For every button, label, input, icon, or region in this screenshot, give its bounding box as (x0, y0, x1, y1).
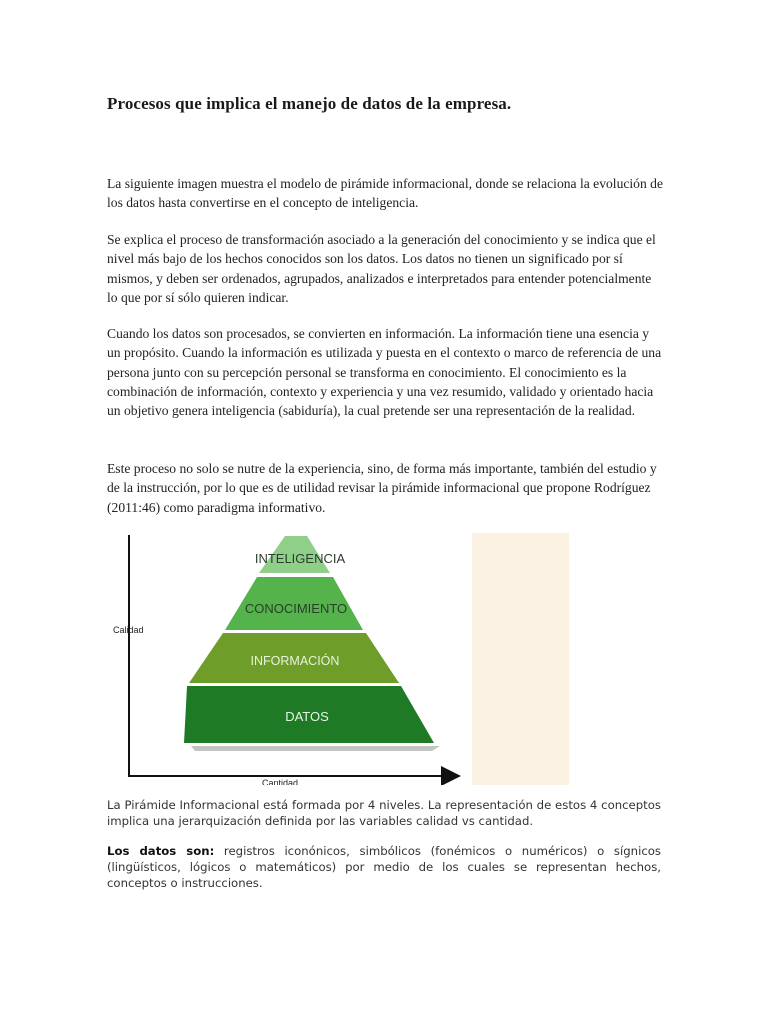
datos-son-paragraph (107, 843, 661, 891)
level-label-datos: DATOS (285, 709, 329, 724)
level-label-inteligencia: INTELIGENCIA (254, 551, 346, 566)
figure-caption: La Pirámide Informacional está formada por 4 niveles. La representación de estos 4 conceptos implica una jerarquización definida por las variables calidad vs cantidad. (107, 798, 661, 828)
level-label-informacion: INFORMACIÓN (250, 654, 340, 668)
datos-son-lead: Los datos son: (107, 844, 215, 858)
datos-son-text: registros iconónicos, simbólicos (fonémicos o numéricos) o sígnicos (lingüísticos, lógicos o matemáticos) por medio de los cuales se representan hechos, conceptos o instrucciones. (107, 844, 661, 890)
page-title: Procesos que implica el manejo de datos de la empresa. (107, 94, 512, 113)
figure-background-panel (472, 533, 569, 785)
intro-paragraph: La siguiente imagen muestra el modelo de pirámide informacional, donde se relaciona la evolución de los datos hasta convertirse en el concepto de inteligencia. (107, 176, 664, 211)
transformation-paragraph: Se explica el proceso de transformación asociado a la generación del conocimiento y se indica que el nivel más bajo de los hechos conocidos son los datos. Los datos no tienen un significado por sí mismos, y deben ser ordenados, agrupados, analizados e interpretados para entender potencialmente lo que por sí sólo quieren indicar. (107, 232, 656, 305)
level-label-conocimiento: CONOCIMIENTO (244, 601, 348, 616)
x-axis-label: Cantidad (262, 778, 299, 785)
y-axis-label: Calidad (113, 625, 144, 635)
process-paragraph: Este proceso no solo se nutre de la experiencia, sino, de forma más importante, también del estudio y de la instrucción, por lo que es de utilidad revisar la pirámide informacional que propone Rodríguez (2011:46) como paradigma informativo. (107, 461, 657, 515)
pyramid-figure (107, 533, 569, 785)
information-paragraph: Cuando los datos son procesados, se convierten en información. La información tiene una esencia y un propósito. Cuando la información es utilizada y puesta en el contexto o marco de referencia de una persona junto con su percepción personal se transforma en conocimiento. El conocimiento es la combinación de información, contexto y experiencia y una vez resumido, validado y orientado hacia un objetivo genera inteligencia (sabiduría), la cual pretende ser una representación de la realidad. (107, 326, 662, 419)
